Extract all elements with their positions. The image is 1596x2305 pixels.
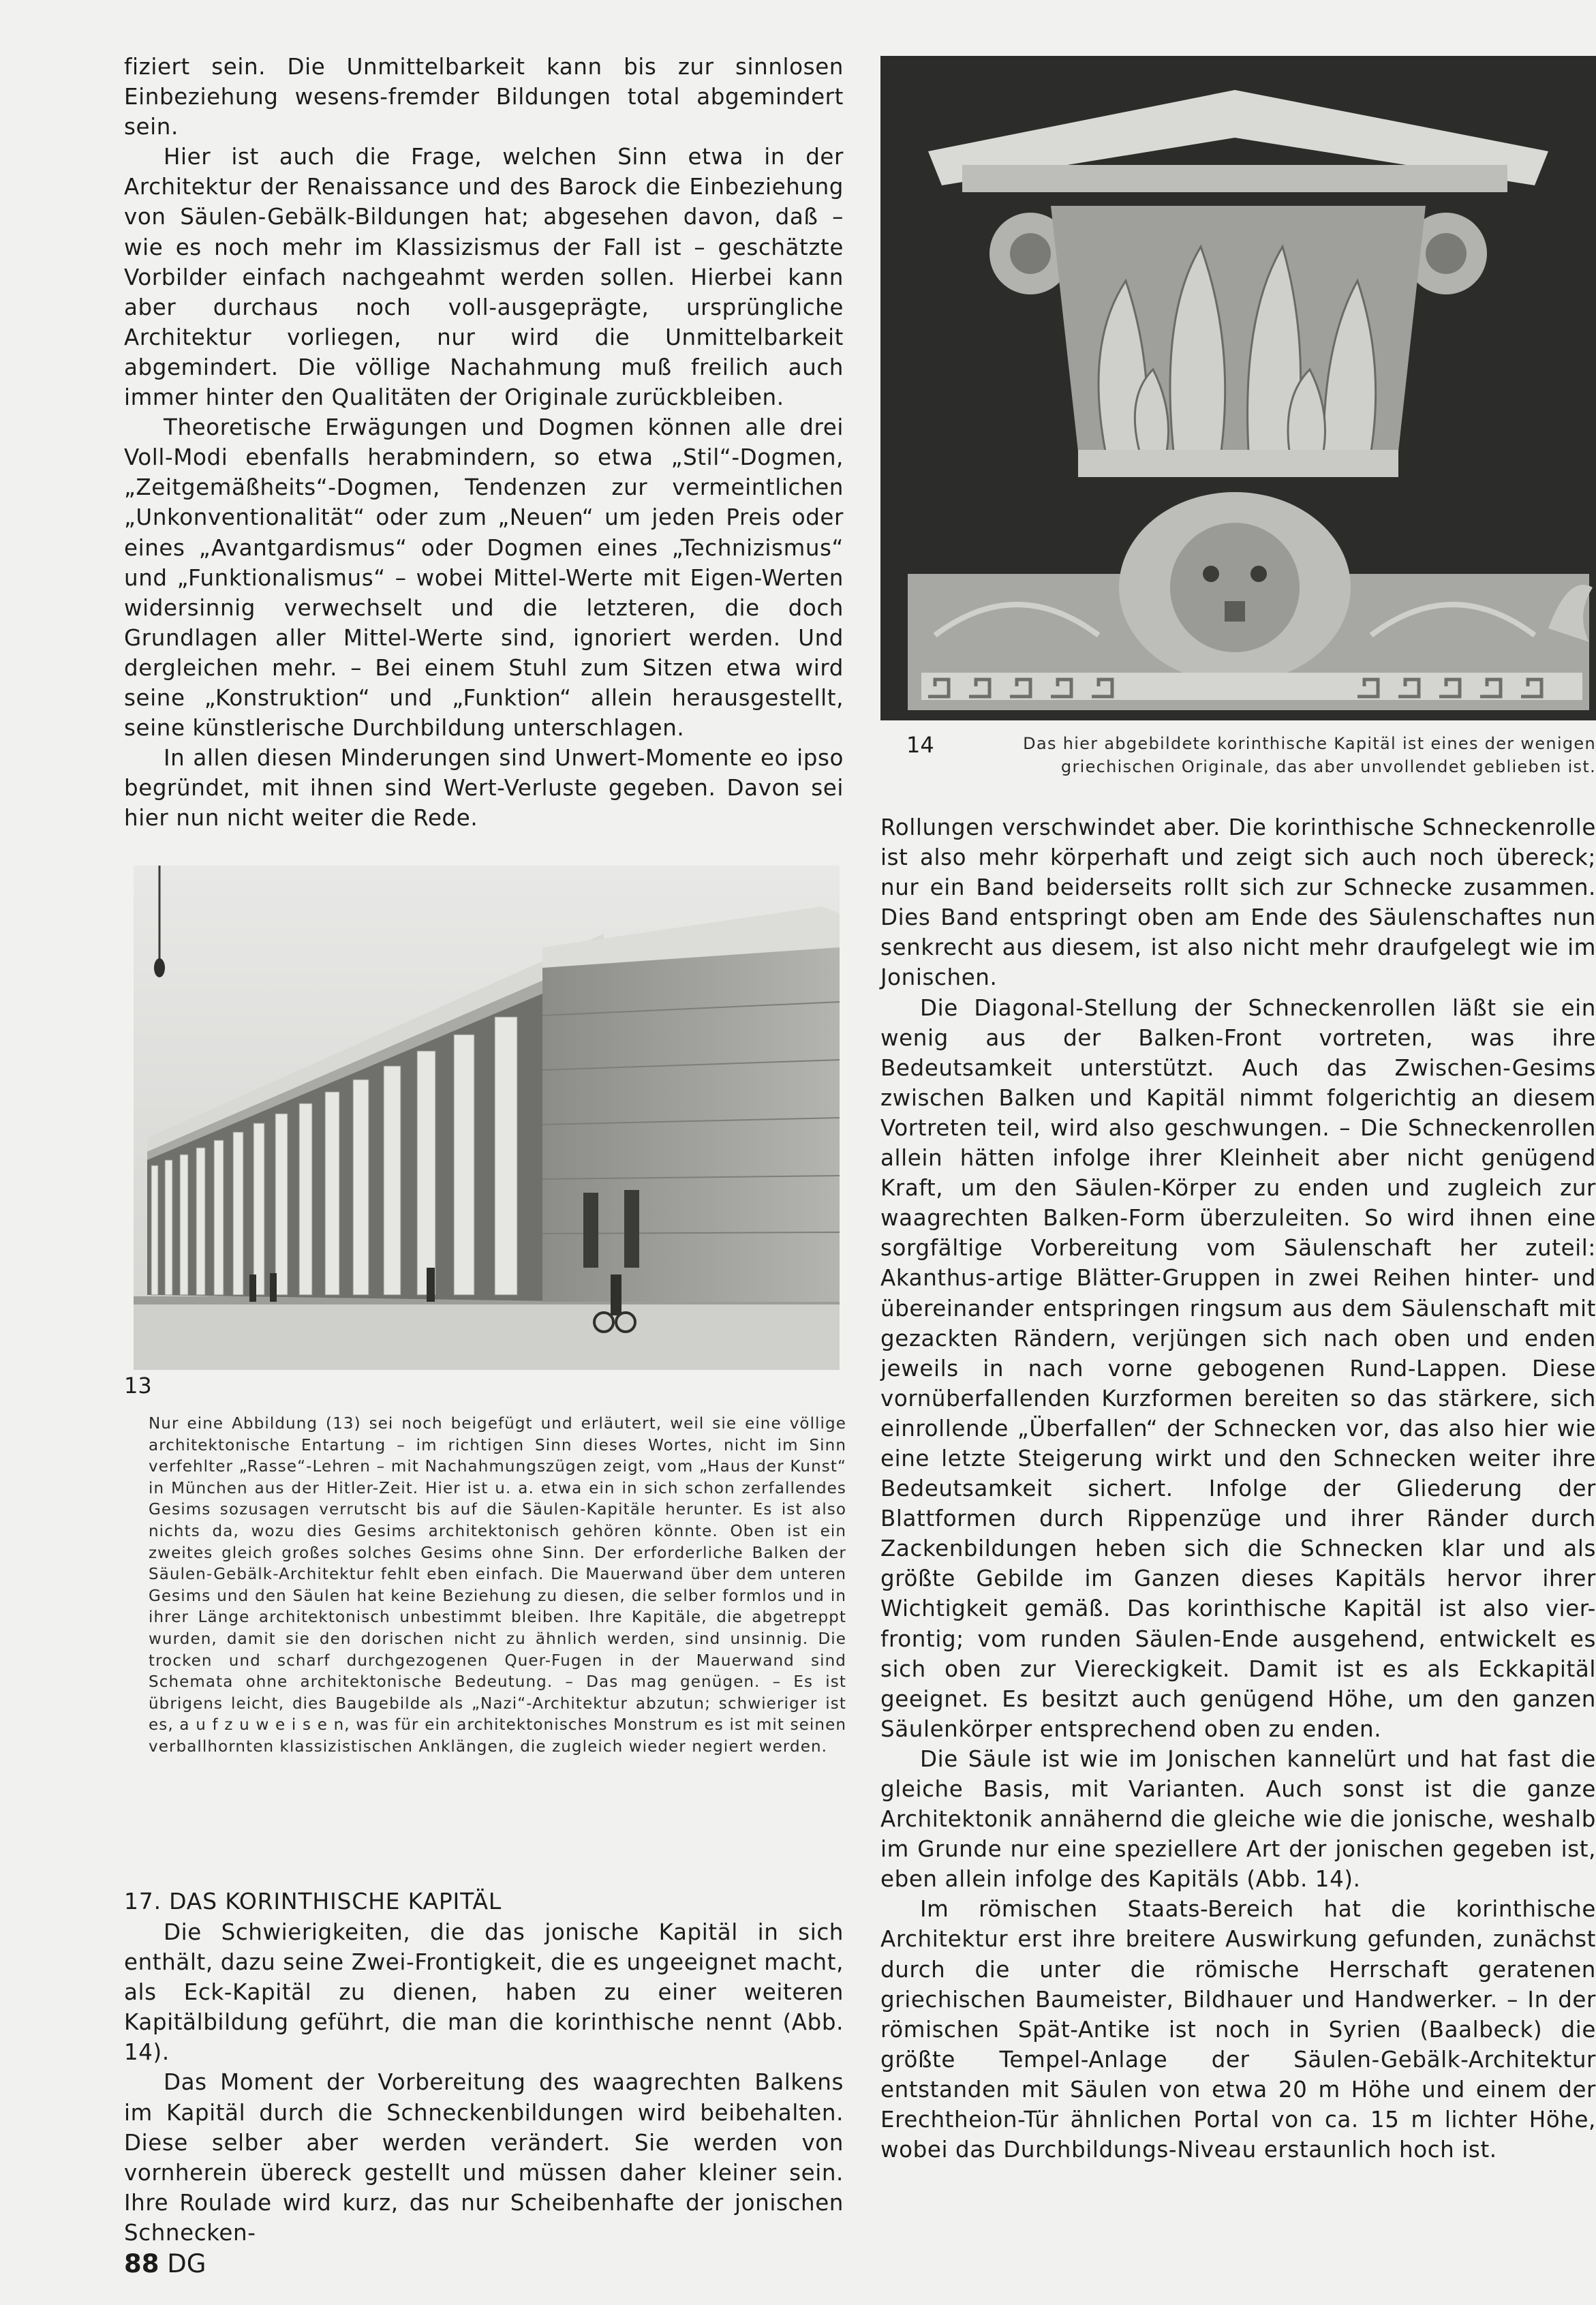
section-heading: 17. DAS KORINTHISCHE KAPITÄL [124, 1888, 502, 1914]
figure-13-photo [134, 866, 840, 1370]
paragraph: Hier ist auch die Frage, welchen Sinn etwa in der Architektur der Renaissance und des Barock die Einbeziehung von Säulen-Gebälk-Bildungen hat; abgesehen davon, daß – wie es noch mehr im Klassizismus der Fall ist – geschätzte Vorbilder einfach nachgeahmt werden sollen. Hierbei kann aber durchaus noch voll-ausgeprägte, ursprüngliche Architektur vorliegen, nur wird die Unmittelbarkeit abgemindert. Die völlige Nachahmung muß freilich auch immer hinter den Qualitäten der Originale zurückbleiben. [124, 144, 844, 411]
paragraph: Rollungen verschwindet aber. Die korinthische Schneckenrolle ist also mehr körperhaft und zeigt sich auch noch übereck; nur ein Band beiderseits rollt sich zur Schnecke zusammen. Dies Band entspringt oben am Ende des Säulenschaftes nun senkrecht aus diesem, ist also nicht mehr draufgelegt wie im Jonischen. [880, 814, 1596, 991]
paragraph: Im römischen Staats-Bereich hat die korinthische Architektur erst ihre breitere Auswirkung gefunden, zunächst durch die unter die römische Herrschaft geratenen griechischen Baumeister, Bildhauer und Handwerker. – In der römischen Spät-Antike ist noch in Syrien (Baalbeck) die größte Tempel-Anlage der Säulen-Gebälk-Architektur entstanden mit Säulen von etwa 20 m Höhe und einem der Erechtheion-Tür ähnlichen Portal von ca. 15 m lichter Höhe, wobei das Durchbildungs-Niveau erstaunlich hoch ist. [880, 1896, 1596, 2163]
figure-13-caption [149, 1414, 846, 1758]
corinthian-capital-illustration [880, 56, 1596, 720]
right-column [880, 812, 1596, 2165]
paragraph: Theoretische Erwägungen und Dogmen können alle drei Voll-Modi ebenfalls herabmindern, so etwa „Stil“-Dogmen, „Zeitgemäßheits“-Dogmen, Tendenzen zur vermeintlichen „Unkonventionalität“ oder zum „Neuen“ um jeden Preis oder eines „Avantgardismus“ oder Dogmen eines „Technizismus“ und „Funktionalismus“ – wobei Mittel-Werte mit Eigen-Werten widersinnig verwechselt und die letzteren, die doch Grundlagen aller Mittel-Werte sind, ignoriert werden. Und dergleichen mehr. – Bei einem Stuhl zum Sitzen etwa wird seine „Konstruktion“ und „Funktion“ allein herausgestellt, seine künstlerische Durchbildung unterschlagen. [124, 414, 844, 742]
running-title: DG [167, 2249, 206, 2278]
paragraph: Die Diagonal-Stellung der Schneckenrollen läßt sie ein wenig aus der Balken-Front vortreten, was ihre Bedeutsamkeit unterstützt. Auch das Zwischen-Gesims zwischen Balken und Kapitäl nimmt folgerichtig an diesem Vortreten teil, wird also geschwungen. – Die Schneckenrollen allein hätten infolge ihrer Kleinheit aber nicht genügend Kraft, um den Säulen-Körper zu enden und zugleich zur waagrechten Balken-Form überzuleiten. So wird ihnen eine sorgfältige Vorbereitung vom Säulenschaft her zuteil: Akanthus-artige Blätter-Gruppen in zwei Reihen hinter- und übereinander entspringen ringsum aus dem Säulenschaft mit gezackten Rändern, verjüngen sich nach oben und enden jeweils in nach vorne gebogenen Rund-Lappen. Diese vornüberfallenden Kurzformen bereiten so das stärkere, sich einrollende „Überfallen“ der Schnecken vor, das also hier wie eine letzte Steigerung wirkt und den Schnecken weiter ihre Bedeutsamkeit sichert. Infolge der Gliederung der Blattformen durch Rippenzüge und ihrer Ränder durch Zackenbildungen heben sich die Schnecken klar und als größte Gebilde im Ganzen dieses Kapitäls hervor ihrer Wichtigkeit gemäß. Das korinthische Kapitäl ist also vier-frontig; vom runden Säulen-Ende ausgehend, entwickelt es sich oben zur Viereckigkeit. Damit ist es als Eckkapitäl geeignet. Es besitzt auch genügend Höhe, um den ganzen Säulenkörper entsprechend oben zu enden. [880, 994, 1596, 1742]
haus-der-kunst-illustration [134, 866, 840, 1370]
page-footer [124, 2249, 206, 2278]
paragraph: Das Moment der Vorbereitung des waagrechten Balkens im Kapitäl durch die Schneckenbildungen wird beibehalten. Diese selber aber werden verändert. Sie werden von vornherein übereck gestellt und müssen daher kleiner sein. Ihre Roulade wird kurz, das nur Scheibenhafte der jonischen Schnecken- [124, 2069, 844, 2246]
figure-14-caption: Das hier abgebildete korinthische Kapitäl ist eines der wenigen griechischen Originale, das aber unvollendet geblieben ist. [1023, 734, 1596, 776]
paragraph: In allen diesen Minderungen sind Unwert-Momente eo ipso begründet, mit ihnen sind Wert-Verluste gegeben. Davon sei hier nun nicht weiter die Rede. [124, 745, 844, 831]
figure-14-number: 14 [906, 732, 934, 758]
paragraph: Die Säule ist wie im Jonischen kannelürt und hat fast die gleiche Basis, mit Varianten. Auch sonst ist die ganze Architektonik annähernd die gleiche wie die jonische, weshalb im Grunde nur eine speziellere Art der jonischen gegeben ist, eben allein infolge des Kapitäls (Abb. 14). [880, 1745, 1596, 1893]
left-column-bottom [124, 1888, 844, 2248]
paragraph: Die Schwierigkeiten, die das jonische Kapitäl in sich enthält, dazu seine Zwei-Frontigkeit, die es ungeeignet macht, als Eck-Kapitäl zu dienen, haben zu einer weiteren Kapitälbildung geführt, die man die korinthische nennt (Abb. 14). [124, 1919, 844, 2066]
figure-14-photo [880, 56, 1596, 720]
left-column-top [124, 52, 844, 833]
figure-13-number: 13 [124, 1373, 152, 1399]
paragraph: fiziert sein. Die Unmittelbarkeit kann bis zur sinnlosen Einbeziehung wesens-fremder Bildungen total abgemindert sein. [124, 54, 844, 140]
caption-text: Nur eine Abbildung (13) sei noch beigefügt und erläutert, weil sie eine völlige architektonische Entartung – im richtigen Sinn dieses Wortes, nicht im Sinn verfehlter „Rasse“-Lehren – mit Nachahmungszügen zeigt, vom „Haus der Kunst“ in München aus der Hitler-Zeit. Hier ist u. a. etwa ein in sich schon zerfallendes Gesims sozusagen verrutscht bis auf die Säulen-Kapitäle herunter. Es ist also nichts da, wozu dies Gesims architektonisch gehören könnte. Oben ist ein zweites gleich großes solches Gesims ohne Sinn. Der erforderliche Balken der Säulen-Gebälk-Architektur fehlt eben einfach. Die Mauerwand über dem unteren Gesims und den Säulen hat keine Beziehung zu diesen, die selber formlos und in ihrer Länge architektonisch unbestimmt bleiben. Ihre Kapitäle, die abgetreppt wurden, damit sie den dorischen nicht zu ähnlich werden, sind unsinnig. Die trocken und scharf durchgezogenen Quer-Fugen in der Mauerwand sind Schemata ohne architektonische Bedeutung. – Das mag genügen. – Es ist übrigens leicht, dies Baugebilde als „Nazi“-Architektur abzutun; schwieriger ist es, a u f z u w e i s e n, was für ein architektonisches Monstrum es ist mit seinen verballhornten klassizistischen Anklängen, die zugleich wieder negiert werden. [149, 1415, 846, 1756]
page-number: 88 [124, 2249, 159, 2278]
